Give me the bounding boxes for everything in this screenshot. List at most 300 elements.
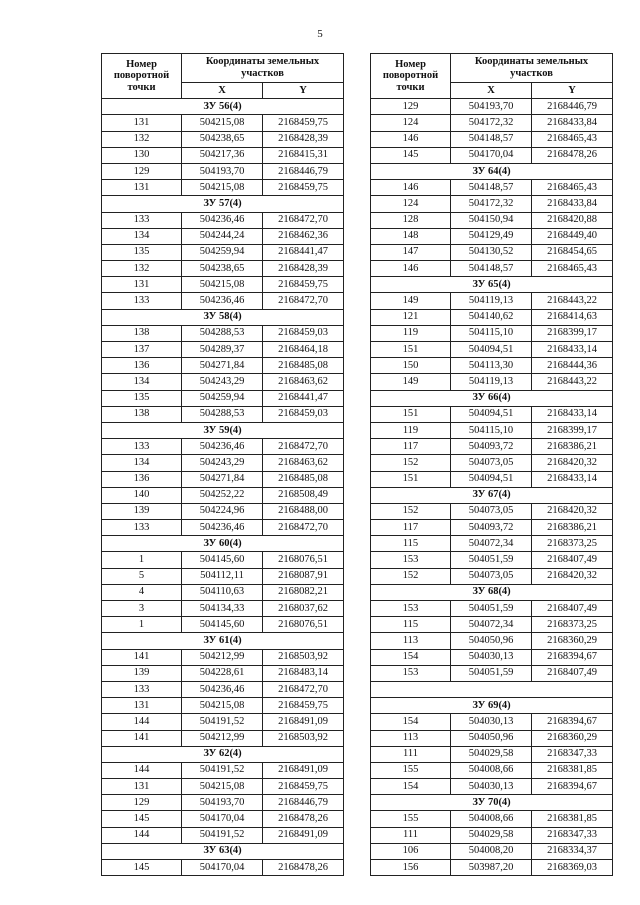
table-row	[102, 131, 344, 147]
table-row	[371, 730, 613, 746]
point-number-cell: 154	[371, 714, 451, 730]
y-coordinate-cell: 2168459,75	[263, 277, 344, 293]
y-coordinate-cell: 2168465,43	[532, 180, 613, 196]
parcel-label: ЗУ 67(4)	[371, 487, 613, 503]
point-number-cell: 113	[371, 730, 451, 746]
x-coordinate-cell: 504238,65	[182, 261, 263, 277]
x-coordinate-cell: 504215,08	[182, 180, 263, 196]
x-coordinate-cell: 504008,66	[451, 762, 532, 778]
point-number-cell: 155	[371, 762, 451, 778]
x-coordinate-cell: 504140,62	[451, 309, 532, 325]
y-coordinate-cell: 2168415,31	[263, 147, 344, 163]
point-number-cell: 144	[102, 762, 182, 778]
x-coordinate-cell: 504238,65	[182, 131, 263, 147]
x-coordinate-cell: 504119,13	[451, 374, 532, 390]
point-number-cell: 119	[371, 325, 451, 341]
y-coordinate-cell: 2168478,26	[263, 811, 344, 827]
table-row	[102, 665, 344, 681]
table-row	[102, 439, 344, 455]
x-coordinate-cell: 504259,94	[182, 390, 263, 406]
table-row	[371, 471, 613, 487]
table-row	[371, 714, 613, 730]
group-header-row	[371, 390, 613, 406]
y-coordinate-cell: 2168491,09	[263, 827, 344, 843]
point-number-cell: 124	[371, 196, 451, 212]
point-number-cell: 146	[371, 261, 451, 277]
table-row	[102, 730, 344, 746]
y-coordinate-cell: 2168076,51	[263, 617, 344, 633]
table-row	[371, 665, 613, 681]
point-number-cell: 124	[371, 115, 451, 131]
point-number-cell: 131	[102, 698, 182, 714]
y-coordinate-cell: 2168443,22	[532, 374, 613, 390]
table-row	[102, 503, 344, 519]
x-coordinate-cell: 504191,52	[182, 827, 263, 843]
table-row	[102, 261, 344, 277]
y-coordinate-cell: 2168485,08	[263, 471, 344, 487]
point-number-cell: 149	[371, 374, 451, 390]
table-row	[102, 228, 344, 244]
point-number-cell: 134	[102, 228, 182, 244]
table-row	[102, 455, 344, 471]
table-row	[371, 633, 613, 649]
x-coordinate-cell: 504093,72	[451, 439, 532, 455]
table-row	[102, 390, 344, 406]
y-coordinate-cell: 2168443,22	[532, 293, 613, 309]
group-header-row	[371, 277, 613, 293]
x-coordinate-cell: 504271,84	[182, 358, 263, 374]
x-coordinate-cell: 504193,70	[451, 99, 532, 115]
parcel-label: ЗУ 63(4)	[102, 843, 344, 859]
point-number-cell: 106	[371, 843, 451, 859]
table-row	[371, 860, 613, 876]
y-coordinate-cell: 2168414,63	[532, 309, 613, 325]
x-coordinate-cell: 504050,96	[451, 633, 532, 649]
y-coordinate-cell: 2168491,09	[263, 762, 344, 778]
x-coordinate-cell: 504215,08	[182, 698, 263, 714]
parcel-label: ЗУ 70(4)	[371, 795, 613, 811]
parcel-label: ЗУ 59(4)	[102, 422, 344, 438]
table-row	[371, 746, 613, 762]
table-row	[102, 860, 344, 876]
y-coordinate-cell: 2168483,14	[263, 665, 344, 681]
x-coordinate-cell: 504145,60	[182, 617, 263, 633]
parcel-label: ЗУ 57(4)	[102, 196, 344, 212]
x-coordinate-cell: 504170,04	[182, 860, 263, 876]
table-row	[371, 99, 613, 115]
group-header-row	[102, 99, 344, 115]
x-coordinate-cell: 504236,46	[182, 439, 263, 455]
x-coordinate-cell: 504130,52	[451, 244, 532, 260]
y-coordinate-cell: 2168485,08	[263, 358, 344, 374]
table-row	[102, 147, 344, 163]
y-coordinate-cell: 2168420,32	[532, 568, 613, 584]
table-row	[371, 115, 613, 131]
y-coordinate-cell: 2168373,25	[532, 617, 613, 633]
table-row	[102, 406, 344, 422]
table-row	[371, 536, 613, 552]
point-number-cell: 146	[371, 180, 451, 196]
point-number-cell: 151	[371, 342, 451, 358]
point-number-cell: 145	[102, 811, 182, 827]
table-row	[371, 827, 613, 843]
y-coordinate-cell: 2168420,32	[532, 455, 613, 471]
point-number-cell: 141	[102, 649, 182, 665]
table-row	[371, 520, 613, 536]
parcel-label: ЗУ 69(4)	[371, 698, 613, 714]
table-row	[102, 698, 344, 714]
group-header-row	[102, 536, 344, 552]
point-number-cell: 145	[102, 860, 182, 876]
point-number-cell: 152	[371, 503, 451, 519]
table-row	[102, 293, 344, 309]
table-row	[102, 762, 344, 778]
x-coordinate-cell: 504115,10	[451, 325, 532, 341]
x-coordinate-cell: 504288,53	[182, 325, 263, 341]
header-y: Y	[263, 83, 344, 99]
table-row	[371, 439, 613, 455]
y-coordinate-cell: 2168459,75	[263, 779, 344, 795]
table-row	[102, 115, 344, 131]
y-coordinate-cell: 2168462,36	[263, 228, 344, 244]
header-x: X	[451, 83, 532, 99]
x-coordinate-cell: 504148,57	[451, 180, 532, 196]
y-coordinate-cell: 2168407,49	[532, 665, 613, 681]
x-coordinate-cell: 504193,70	[182, 163, 263, 179]
x-coordinate-cell: 504030,13	[451, 649, 532, 665]
header-x: X	[182, 83, 263, 99]
table-row	[102, 584, 344, 600]
x-coordinate-cell: 504288,53	[182, 406, 263, 422]
table-row	[371, 406, 613, 422]
coordinates-table-right	[370, 53, 613, 876]
table-row	[371, 358, 613, 374]
y-coordinate-cell: 2168420,88	[532, 212, 613, 228]
table-row	[102, 325, 344, 341]
table-row	[102, 552, 344, 568]
table-row	[371, 147, 613, 163]
y-coordinate-cell: 2168381,85	[532, 811, 613, 827]
header-point-number: Номер поворотной точки	[102, 54, 182, 99]
y-coordinate-cell: 2168459,75	[263, 115, 344, 131]
table-row	[371, 552, 613, 568]
x-coordinate-cell: 504193,70	[182, 795, 263, 811]
point-number-cell: 138	[102, 325, 182, 341]
x-coordinate-cell: 504212,99	[182, 649, 263, 665]
point-number-cell: 144	[102, 714, 182, 730]
table-row	[371, 843, 613, 859]
x-coordinate-cell: 504215,08	[182, 277, 263, 293]
x-coordinate-cell: 504243,29	[182, 374, 263, 390]
x-coordinate-cell: 504236,46	[182, 520, 263, 536]
point-number-cell: 138	[102, 406, 182, 422]
header-coordinates: Координаты земельных участков	[451, 54, 613, 83]
parcel-label: ЗУ 65(4)	[371, 277, 613, 293]
point-number-cell: 152	[371, 455, 451, 471]
table-row	[102, 520, 344, 536]
y-coordinate-cell: 2168082,21	[263, 584, 344, 600]
table-row	[371, 309, 613, 325]
y-coordinate-cell: 2168446,79	[263, 163, 344, 179]
group-header-row	[102, 196, 344, 212]
table-row	[102, 212, 344, 228]
point-number-cell: 128	[371, 212, 451, 228]
table-row	[102, 277, 344, 293]
x-coordinate-cell: 504112,11	[182, 568, 263, 584]
x-coordinate-cell: 503987,20	[451, 860, 532, 876]
y-coordinate-cell: 2168347,33	[532, 746, 613, 762]
y-coordinate-cell: 2168459,75	[263, 698, 344, 714]
x-coordinate-cell: 504259,94	[182, 244, 263, 260]
parcel-label: ЗУ 68(4)	[371, 584, 613, 600]
y-coordinate-cell: 2168420,32	[532, 503, 613, 519]
blank-row	[371, 681, 613, 697]
x-coordinate-cell: 504030,13	[451, 714, 532, 730]
x-coordinate-cell: 504113,30	[451, 358, 532, 374]
table-row	[371, 617, 613, 633]
point-number-cell: 113	[371, 633, 451, 649]
y-coordinate-cell: 2168459,75	[263, 180, 344, 196]
point-number-cell: 153	[371, 552, 451, 568]
group-header-row	[371, 487, 613, 503]
y-coordinate-cell: 2168463,62	[263, 374, 344, 390]
group-header-row	[371, 163, 613, 179]
table-row	[102, 714, 344, 730]
point-number-cell: 153	[371, 601, 451, 617]
x-coordinate-cell: 504244,24	[182, 228, 263, 244]
point-number-cell: 117	[371, 520, 451, 536]
x-coordinate-cell: 504228,61	[182, 665, 263, 681]
y-coordinate-cell: 2168428,39	[263, 261, 344, 277]
point-number-cell: 140	[102, 487, 182, 503]
point-number-cell: 154	[371, 779, 451, 795]
x-coordinate-cell: 504191,52	[182, 762, 263, 778]
parcel-label: ЗУ 56(4)	[102, 99, 344, 115]
y-coordinate-cell: 2168076,51	[263, 552, 344, 568]
x-coordinate-cell: 504236,46	[182, 681, 263, 697]
table-row	[102, 617, 344, 633]
point-number-cell: 137	[102, 342, 182, 358]
point-number-cell: 133	[102, 293, 182, 309]
point-number-cell: 148	[371, 228, 451, 244]
y-coordinate-cell: 2168386,21	[532, 439, 613, 455]
y-coordinate-cell: 2168399,17	[532, 325, 613, 341]
point-number-cell: 151	[371, 406, 451, 422]
x-coordinate-cell: 504148,57	[451, 261, 532, 277]
table-row	[371, 422, 613, 438]
y-coordinate-cell: 2168472,70	[263, 212, 344, 228]
point-number-cell: 134	[102, 374, 182, 390]
table-row	[102, 568, 344, 584]
point-number-cell: 119	[371, 422, 451, 438]
y-coordinate-cell: 2168459,03	[263, 325, 344, 341]
y-coordinate-cell: 2168441,47	[263, 390, 344, 406]
y-coordinate-cell: 2168433,84	[532, 196, 613, 212]
point-number-cell: 147	[371, 244, 451, 260]
y-coordinate-cell: 2168454,65	[532, 244, 613, 260]
table-row	[102, 358, 344, 374]
x-coordinate-cell: 504072,34	[451, 536, 532, 552]
point-number-cell: 151	[371, 471, 451, 487]
point-number-cell: 115	[371, 536, 451, 552]
point-number-cell: 150	[371, 358, 451, 374]
point-number-cell: 129	[102, 795, 182, 811]
y-coordinate-cell: 2168446,79	[532, 99, 613, 115]
y-coordinate-cell: 2168449,40	[532, 228, 613, 244]
point-number-cell: 156	[371, 860, 451, 876]
point-number-cell: 133	[102, 439, 182, 455]
x-coordinate-cell: 504029,58	[451, 746, 532, 762]
x-coordinate-cell: 504008,20	[451, 843, 532, 859]
group-header-row	[371, 698, 613, 714]
group-header-row	[102, 746, 344, 762]
point-number-cell: 1	[102, 617, 182, 633]
parcel-label: ЗУ 58(4)	[102, 309, 344, 325]
y-coordinate-cell: 2168407,49	[532, 601, 613, 617]
x-coordinate-cell: 504243,29	[182, 455, 263, 471]
x-coordinate-cell: 504215,08	[182, 779, 263, 795]
table-row	[102, 244, 344, 260]
point-number-cell: 121	[371, 309, 451, 325]
point-number-cell: 129	[371, 99, 451, 115]
y-coordinate-cell: 2168444,36	[532, 358, 613, 374]
parcel-label: ЗУ 60(4)	[102, 536, 344, 552]
table-row	[371, 261, 613, 277]
table-row	[371, 196, 613, 212]
point-number-cell: 129	[102, 163, 182, 179]
y-coordinate-cell: 2168503,92	[263, 730, 344, 746]
table-row	[371, 212, 613, 228]
x-coordinate-cell: 504073,05	[451, 568, 532, 584]
point-number-cell: 135	[102, 244, 182, 260]
table-row	[371, 180, 613, 196]
y-coordinate-cell: 2168433,14	[532, 471, 613, 487]
point-number-cell: 139	[102, 503, 182, 519]
x-coordinate-cell: 504170,04	[182, 811, 263, 827]
point-number-cell: 131	[102, 779, 182, 795]
header-y: Y	[532, 83, 613, 99]
table-row	[371, 455, 613, 471]
y-coordinate-cell: 2168478,26	[532, 147, 613, 163]
x-coordinate-cell: 504236,46	[182, 293, 263, 309]
x-coordinate-cell: 504115,10	[451, 422, 532, 438]
point-number-cell: 132	[102, 131, 182, 147]
point-number-cell: 111	[371, 827, 451, 843]
x-coordinate-cell: 504094,51	[451, 342, 532, 358]
group-header-row	[371, 795, 613, 811]
table-row	[102, 374, 344, 390]
x-coordinate-cell: 504215,08	[182, 115, 263, 131]
point-number-cell: 131	[102, 277, 182, 293]
y-coordinate-cell: 2168394,67	[532, 779, 613, 795]
x-coordinate-cell: 504072,34	[451, 617, 532, 633]
y-coordinate-cell: 2168037,62	[263, 601, 344, 617]
y-coordinate-cell: 2168472,70	[263, 293, 344, 309]
point-number-cell: 141	[102, 730, 182, 746]
x-coordinate-cell: 504051,59	[451, 552, 532, 568]
y-coordinate-cell: 2168433,14	[532, 342, 613, 358]
y-coordinate-cell: 2168433,14	[532, 406, 613, 422]
point-number-cell: 145	[371, 147, 451, 163]
x-coordinate-cell: 504145,60	[182, 552, 263, 568]
point-number-cell: 149	[371, 293, 451, 309]
y-coordinate-cell: 2168478,26	[263, 860, 344, 876]
point-number-cell: 115	[371, 617, 451, 633]
point-number-cell: 134	[102, 455, 182, 471]
x-coordinate-cell: 504289,37	[182, 342, 263, 358]
parcel-label: ЗУ 61(4)	[102, 633, 344, 649]
page-number: 5	[317, 28, 323, 40]
point-number-cell: 133	[102, 212, 182, 228]
table-row	[371, 325, 613, 341]
x-coordinate-cell: 504093,72	[451, 520, 532, 536]
table-row	[371, 342, 613, 358]
point-number-cell: 153	[371, 665, 451, 681]
y-coordinate-cell: 2168360,29	[532, 633, 613, 649]
point-number-cell: 111	[371, 746, 451, 762]
y-coordinate-cell: 2168508,49	[263, 487, 344, 503]
table-row	[102, 779, 344, 795]
blank-cell	[371, 681, 613, 697]
table-row	[102, 601, 344, 617]
x-coordinate-cell: 504110,63	[182, 584, 263, 600]
y-coordinate-cell: 2168459,03	[263, 406, 344, 422]
point-number-cell: 146	[371, 131, 451, 147]
x-coordinate-cell: 504212,99	[182, 730, 263, 746]
table-body-right	[371, 99, 613, 876]
x-coordinate-cell: 504252,22	[182, 487, 263, 503]
x-coordinate-cell: 504008,66	[451, 811, 532, 827]
y-coordinate-cell: 2168472,70	[263, 520, 344, 536]
x-coordinate-cell: 504172,32	[451, 196, 532, 212]
y-coordinate-cell: 2168488,00	[263, 503, 344, 519]
point-number-cell: 133	[102, 681, 182, 697]
y-coordinate-cell: 2168087,91	[263, 568, 344, 584]
table-row	[371, 503, 613, 519]
y-coordinate-cell: 2168465,43	[532, 131, 613, 147]
header-coordinates: Координаты земельных участков	[182, 54, 344, 83]
point-number-cell: 132	[102, 261, 182, 277]
point-number-cell: 155	[371, 811, 451, 827]
x-coordinate-cell: 504271,84	[182, 471, 263, 487]
y-coordinate-cell: 2168428,39	[263, 131, 344, 147]
header-point-number: Номер поворотной точки	[371, 54, 451, 99]
point-number-cell: 3	[102, 601, 182, 617]
table-body-left	[102, 99, 344, 876]
y-coordinate-cell: 2168386,21	[532, 520, 613, 536]
table-row	[371, 649, 613, 665]
parcel-label: ЗУ 64(4)	[371, 163, 613, 179]
table-row	[371, 568, 613, 584]
x-coordinate-cell: 504172,32	[451, 115, 532, 131]
point-number-cell: 117	[371, 439, 451, 455]
coordinates-table-left	[101, 53, 344, 876]
point-number-cell: 4	[102, 584, 182, 600]
point-number-cell: 131	[102, 180, 182, 196]
x-coordinate-cell: 504224,96	[182, 503, 263, 519]
table-row	[371, 374, 613, 390]
table-row	[102, 487, 344, 503]
x-coordinate-cell: 504150,94	[451, 212, 532, 228]
point-number-cell: 139	[102, 665, 182, 681]
point-number-cell: 1	[102, 552, 182, 568]
group-header-row	[102, 843, 344, 859]
table-row	[371, 293, 613, 309]
y-coordinate-cell: 2168407,49	[532, 552, 613, 568]
group-header-row	[102, 309, 344, 325]
y-coordinate-cell: 2168394,67	[532, 714, 613, 730]
point-number-cell: 135	[102, 390, 182, 406]
